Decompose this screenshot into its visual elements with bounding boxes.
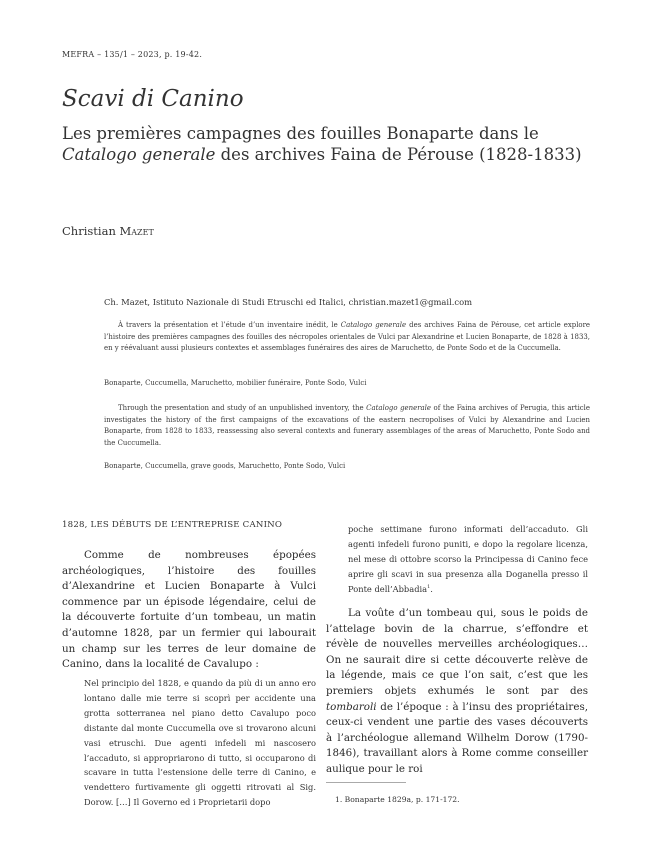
para2-italic: tombaroli [326, 700, 377, 713]
abstract-fr-part1: À travers la présentation et l’étude d’un inventaire inédit, le [118, 321, 341, 329]
abstract-en-part1: Through the presentation and study of an unpublished inventory, the [118, 404, 367, 412]
abstract-en-italic: Catalogo generale [366, 404, 431, 412]
section-heading: 1828, LES DÉBUTS DE L’ENTREPRISE CANINO [62, 520, 283, 530]
block-quote-right [348, 522, 588, 597]
author-affiliation: Ch. Mazet, Istituto Nazionale di Studi Etruschi ed Italici, christian.mazet1@gmail.com [104, 297, 473, 307]
abstract-fr-italic: Catalogo generale [340, 321, 407, 329]
footnote-marker[interactable]: 1 [427, 583, 431, 590]
author-last: Mazet [119, 224, 154, 238]
abstract-french [104, 320, 590, 355]
author-first: Christian [62, 224, 120, 238]
block-quote-left: Nel principio del 1828, e quando da più di un anno ero lontano dalle mie terre si scoprì per accidente una grotta sotterranea nel piano detto Cavalupo poco distante dal monte Cuccumella ove si trovarono alcuni vasi etruschi. Due agenti infedeli mi nascosero l’accaduto, si appropriarono di tutto, si occuparono di scavare in tutta l’estensione delle terre di Canino, e vendettero furtivamente gli oggetti ritrovati al Sig. Dorow. […] Il Governo ed i Proprietarii dopo [84, 678, 316, 808]
abstract-fr-part2: des archives Faina de Pérouse, cet article explore l’histoire des premières campagnes des fouilles des nécropoles orientales de Vulci par Alexandrine et Lucien Bonaparte, de 1828 à 1833, en y réévaluant aussi plusieurs contextes et assemblages funéraires des aires de Maruchetto, de Ponte Sodo et de la Cuccumella. [104, 321, 591, 353]
author-name [62, 224, 154, 238]
footnote: 1. Bonaparte 1829a, p. 171-172. [335, 795, 460, 804]
body-paragraph-2 [326, 606, 588, 778]
article-title: Scavi di Canino [62, 86, 244, 112]
body-paragraph-1 [62, 548, 316, 673]
paragraph-text: Comme de nombreuses épopées archéologiques, l’histoire des fouilles d’Alexandrine et Lucien Bonaparte à Vulci commence par un épisode légendaire, celui de la découverte fortuite d’un tombeau, un matin d’automne 1828, par un fermier qui labourait un champ sur les terres de leur domaine de Canino, dans la localité de Cavalupo : [62, 549, 316, 671]
abstract-en-part2: of the Faina archives of Perugia, this article investigates the history of the first campaigns of the excavations of the eastern necropolises of Vulci by Alexandrine and Lucien Bonaparte, from 1828 to 1833, reassessing also several contexts and funerary assemblages of the areas of Maruchetto, Ponte Sodo and the Cuccumella. [104, 404, 591, 447]
para2-part1: La voûte d’un tombeau qui, sous le poids de l’attelage bovin de la charrue, s’effondre et révèle de nouvelles merveilles archéologiques… On ne saurait dire si cette découverte relève de la légende, mais ce que l’on sait, c’est que les premiers objets exhumés le sont par des [326, 607, 588, 697]
para2-part2: de l’époque : à l’insu des propriétaires, ceux-ci vendent une partie des vases découverts à l’archéologue allemand Wilhelm Dorow (1790-1846), travaillant alors à Rome comme conseiller aulique pour le roi [326, 700, 588, 775]
keywords-english: Bonaparte, Cuccumella, grave goods, Maruchetto, Ponte Sodo, Vulci [104, 462, 346, 470]
quote-right-end: . [430, 583, 433, 594]
keywords-french: Bonaparte, Cuccumella, Maruchetto, mobilier funéraire, Ponte Sodo, Vulci [104, 379, 367, 387]
subtitle-italic: Catalogo generale [62, 144, 216, 164]
subtitle-part1: Les premières campagnes des fouilles Bonaparte dans le [62, 124, 539, 143]
journal-reference: MEFRA – 135/1 – 2023, p. 19-42. [62, 50, 203, 59]
footnote-rule [326, 782, 406, 783]
article-subtitle [62, 124, 602, 165]
subtitle-part2: des archives Faina de Pérouse (1828-1833) [215, 144, 582, 164]
quote-right-text: poche settimane furono informati dell’accaduto. Gli agenti infedeli furono puniti, e dopo la regolare licenza, nel mese di ottobre scorso la Principessa di Canino fece aprire gli scavi in sua presenza alla Doganella presso il Ponte dell’Abbadia [348, 524, 588, 594]
abstract-english [104, 403, 590, 449]
